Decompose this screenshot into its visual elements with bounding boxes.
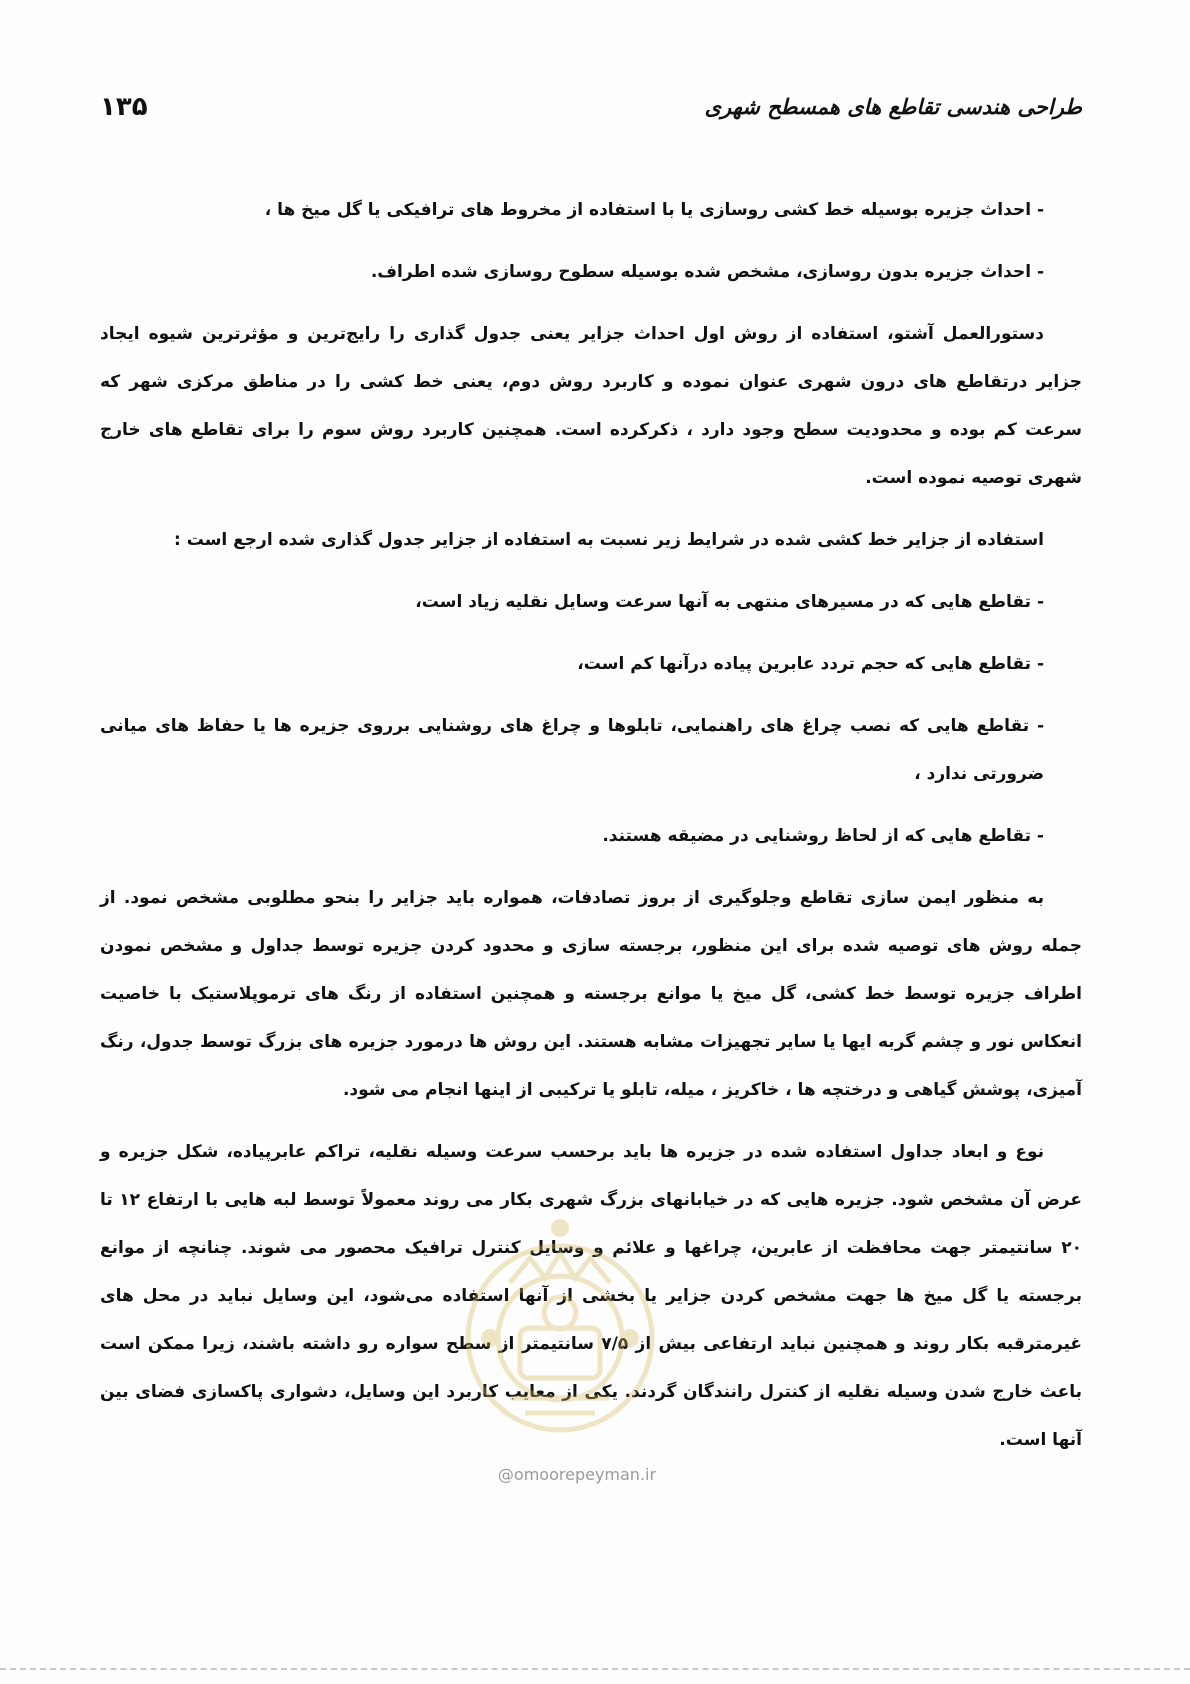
paragraph: به منظور ایمن سازی تقاطع وجلوگیری از بروز تصادفات، همواره باید جزایر را بنحو مطلوبی مشخص نمود. از جمله روش های توصیه شده برای این منظور، برجسته سازی و محدود کردن جزیره توسط جداول و مشخص نمودن اطراف جزیره توسط خط کشی، گل میخ یا موانع برجسته و همچنین استفاده از رنگ های ترموپلاستیک با خاصیت انعکاس نور و چشم گربه ایها یا سایر تجهیزات مشابه هستند. این روش ها درمورد جزیره های بزرگ توسط جدول، رنگ آمیزی، پوشش گیاهی و درختچه ها ، خاکریز ، میله، تابلو یا ترکیبی از اینها انجام می شود.	[100, 888, 1082, 1100]
watermark-logo-icon	[450, 1188, 670, 1458]
footer-divider	[0, 1668, 1190, 1672]
running-header	[100, 92, 1082, 132]
bullet-item: - تقاطع هایی که از لحاظ روشنایی در مضیقه هستند.	[602, 826, 1044, 846]
bullet-item: - احداث جزیره بدون روسازی، مشخص شده بوسیله سطوح روسازی شده اطراف.	[370, 262, 1044, 282]
bullet-item: - تقاطع هایی که حجم تردد عابرین پیاده درآنها کم است،	[577, 654, 1044, 674]
bullet-item: - تقاطع هایی که در مسیرهای منتهی به آنها سرعت وسایل نقلیه زیاد است،	[415, 592, 1044, 612]
paragraph: نوع و ابعاد جداول استفاده شده در جزیره ها باید برحسب سرعت وسیله نقلیه، تراکم عابرپیاده، شکل جزیره و عرض آن مشخص شود. جزیره هایی که در خیابانهای بزرگ شهری بکار می روند معمولاً توسط لبه هایی با ارتفاع ۱۲ تا ۲۰ سانتیمتر جهت محافظت از عابرین، چراغها و علائم و وسایل کنترل ترافیک محصور می شوند. چنانچه از موانع برجسته یا گل میخ ها جهت مشخص کردن جزایر یا بخشی از آنها استفاده می‌شود، این وسایل نباید در محل های غیرمترقبه بکار روند و همچنین نباید ارتفاعی بیش از ۷/۵ سانتیمتر از سطح سواره رو داشته باشند، زیرا ممکن است باعث خارج شدن وسیله نقلیه از کنترل رانندگان گردند. یکی از معایب کاربرد این وسایل، دشواری پاکسازی فضای بین آنها است.	[100, 1142, 1083, 1450]
page-number: ۱۳۵	[100, 92, 148, 122]
book-title: طراحی هندسی تقاطع های همسطح شهری	[704, 94, 1082, 119]
watermark-text: @omoorepeyman.ir	[497, 1465, 657, 1484]
paragraph: دستورالعمل آشتو، استفاده از روش اول احداث جزایر یعنی جدول گذاری را رایج‌ترین و مؤثرترین شیوه ایجاد جزایر درتقاطع های درون شهری عنوان نموده و کاربرد روش دوم، یعنی خط کشی را در مناطق مرکزی شهر که سرعت کم بوده و محدودیت سطح وجود دارد ، ذکرکرده است. همچنین کاربرد روش سوم را برای تقاطع های خارج شهری توصیه نموده است.	[100, 324, 1082, 488]
bullet-item: - تقاطع هایی که نصب چراغ های راهنمایی، تابلوها و چراغ های روشنایی برروی جزیره ها یا حفاظ های میانی ضرورتی ندارد ،	[100, 716, 1044, 784]
bullet-item: - احداث جزیره بوسیله خط کشی روسازی یا با استفاده از مخروط های ترافیکی یا گل میخ ها ،	[264, 200, 1044, 220]
paragraph: استفاده از جزایر خط کشی شده در شرایط زیر نسبت به استفاده از جزایر جدول گذاری شده ارجع است :	[174, 530, 1044, 550]
